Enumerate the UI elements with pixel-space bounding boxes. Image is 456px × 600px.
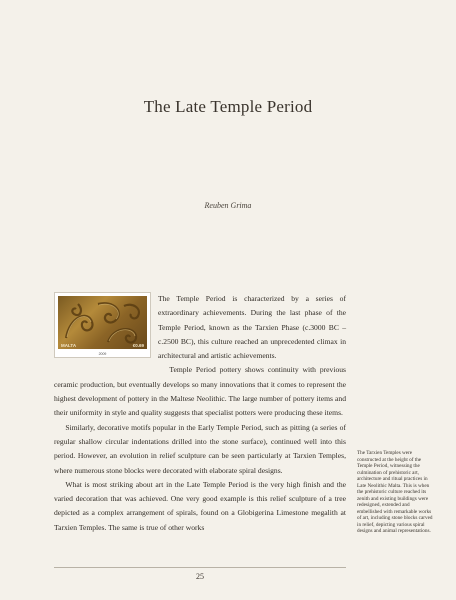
stamp-country: MALTA bbox=[61, 343, 77, 348]
author-name: Reuben Grima bbox=[204, 201, 252, 210]
paragraph-2: Temple Period pottery shows continuity with previous ceramic production, but eventually develops so many innovations that it comes to represent the highest development of pottery in the Maltese Neolithic. The large number of pottery items and their uniformity in style and quality suggests that specialist potters were producing these items. bbox=[54, 365, 346, 418]
paragraph-4: What is most striking about art in the Late Temple Period is the very high finish and the varied decoration that was achieved. One very good example is this relief sculpture of a tree depicted as a complex arrangement of spirals, found on a Globigerina Limestone megalith at Tarxien Temples. The same is true of other works bbox=[54, 479, 346, 532]
sidebar-caption: The Tarxien Temples were constructed at the height of the Temple Period, witnessing the culmination of prehistoric art, architecture and ritual practices in Late Neolithic Malta. This is when the prehistoric culture reached its zenith and existing buildings were redesigned, extended and embellished with remarkable works of art, including stone blocks carved in relief, depicting various spiral designs and animal representations. bbox=[357, 450, 433, 534]
stamp-value: €0.69 bbox=[132, 343, 144, 348]
page-number: 25 bbox=[196, 572, 204, 581]
stamp-float-spacer bbox=[54, 292, 158, 364]
footer-rule bbox=[54, 567, 346, 568]
stamp-year: 2009 bbox=[98, 352, 107, 356]
chapter-title: The Late Temple Period bbox=[143, 97, 313, 116]
paragraph-1: The Temple Period is characterized by a series of extraordinary achievements. During the last phase of the Temple Period, known as the Tarxien Phase (c.3000 BC – c.2500 BC), this culture reached an unprecedented climax in architectural and artistic achievements. bbox=[158, 294, 346, 361]
body-text bbox=[54, 292, 346, 535]
paragraph-3: Similarly, decorative motifs popular in the Early Temple Period, such as pitting (a series of regular shallow circular indentations drilled into the stone surface), continued well into this period. However, an evolution in relief sculpture can be seen particularly at Tarxien Temples, where numerous stone blocks were decorated with elaborate spiral designs. bbox=[54, 422, 346, 475]
